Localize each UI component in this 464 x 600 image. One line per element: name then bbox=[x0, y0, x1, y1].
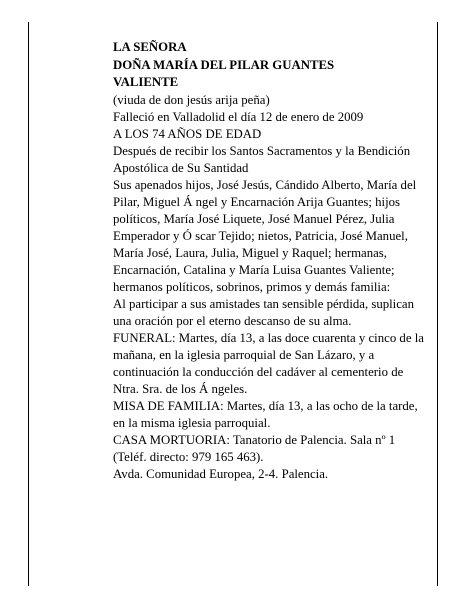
title-line: LA SEÑORA bbox=[113, 40, 187, 54]
funeral-text: FUNERAL: Martes, día 13, a las doce cuarenta y cinco de la mañana, en la iglesia parroquial de San Lázaro, y a continuación la conducción del cadáver al cementerio de Ntra. Sra. de los Á ngeles. bbox=[113, 330, 424, 396]
widow-note: (viuda de don jesús arija peña) bbox=[113, 92, 270, 107]
left-border-line bbox=[28, 22, 29, 586]
death-info: Falleció en Valladolid el día 12 de enero de 2009 bbox=[113, 109, 364, 124]
name-line-2: VALIENTE bbox=[113, 75, 179, 89]
deceased-header bbox=[113, 39, 425, 92]
name-line-1: DOÑA MARÍA DEL PILAR GUANTES bbox=[113, 57, 335, 72]
family-mass-text: MISA DE FAMILIA: Martes, día 13, a las ocho de la tarde, en la misma iglesia parroquial. bbox=[113, 398, 418, 430]
age-line: A LOS 74 AÑOS DE EDAD bbox=[113, 126, 262, 141]
funeral-home-text: CASA MORTUORIA: Tanatorio de Palencia. Sala nº 1 (Teléf. directo: 979 165 463). bbox=[113, 432, 396, 464]
obituary-notice bbox=[113, 39, 425, 483]
address-text: Avda. Comunidad Europea, 2-4. Palencia. bbox=[113, 466, 329, 481]
sacraments-text: Después de recibir los Santos Sacramentos y la Bendición Apostólica de Su Santidad bbox=[113, 143, 411, 175]
request-text: Al participar a sus amistades tan sensible pérdida, suplican una oración por el eterno descanso de su alma. bbox=[113, 296, 414, 328]
family-text: Sus apenados hijos, José Jesús, Cándido Alberto, María del Pilar, Miguel Á ngel y Encarnación Arija Guantes; hijos políticos, María José Liquete, José Manuel Pérez, Julia Emperador y Ó scar Tejido; nietos, Patricia, José Manuel, María José, Laura, Julia, Miguel y Raquel; hermanas, Encarnación, Catalina y María Luisa Guantes Valiente; hermanos políticos, sobrinos, primos y demás familia: bbox=[113, 177, 417, 294]
right-border-line bbox=[437, 22, 438, 586]
